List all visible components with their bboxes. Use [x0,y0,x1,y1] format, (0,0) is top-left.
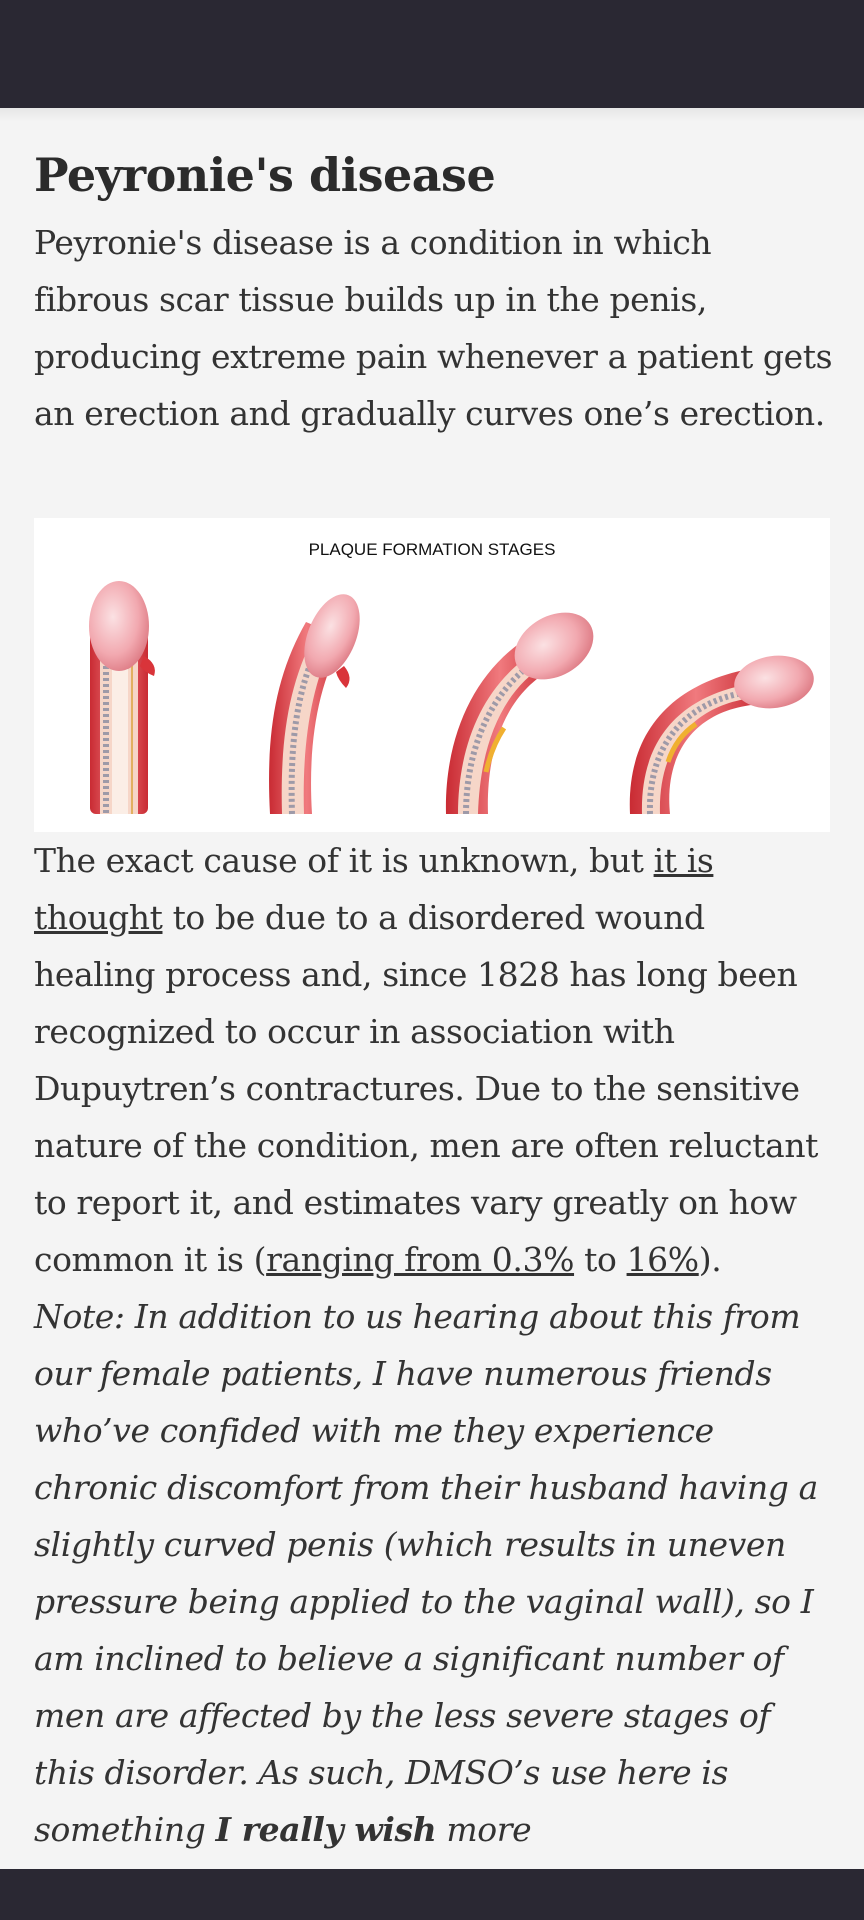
stage-2-illustration [269,586,371,814]
note-tail: more [436,1810,532,1849]
note-emphasis: I really wish [215,1810,437,1849]
cause-text-3: to [574,1240,627,1279]
top-bar-shadow [0,108,864,122]
sixteen-percent-link[interactable]: 16% [626,1240,699,1279]
note-paragraph [34,1288,834,1858]
figure-caption: PLAQUE FORMATION STAGES [308,540,556,559]
stage-4-illustration [630,651,817,814]
cause-paragraph [34,832,834,1288]
bottom-navigation-bar [0,1869,864,1920]
ranging-from-link[interactable]: ranging from 0.3% [266,1240,575,1279]
cause-text-1: The exact cause of it is unknown, but [34,841,654,880]
cause-text-2: to be due to a disordered wound healing process and, since 1828 has long been recognized to occur in association with Dupuytren’s contractures. Due to the sensitive nature of the condition, men are often reluctant to report it, and estimates vary greatly on how common it is ( [34,898,819,1279]
stage-3-illustration [446,599,605,814]
article-content [34,122,834,1858]
article-title: Peyronie's disease [34,148,496,202]
note-text: Note: In addition to us hearing about this from our female patients, I have numerous friends who’ve confided with me they experience chronic discomfort from their husband having a slightly curved penis (which results in uneven pressure being applied to the vaginal wall), so I am inclined to believe a significant number of men are affected by the less severe stages of this disorder. As such, DMSO’s use here is something [34,1297,818,1849]
plaque-stages-figure [34,518,830,832]
intro-paragraph: Peyronie's disease is a condition in which fibrous scar tissue builds up in the penis, producing extreme pain whenever a patient gets an erection and gradually curves one’s erection. [34,223,833,433]
it-is-thought-link[interactable]: it is thought [34,841,714,937]
plaque-stages-illustration [34,518,830,832]
top-app-bar [0,0,864,108]
stage-1-illustration [89,581,155,814]
cause-text-4: ). [698,1240,722,1279]
